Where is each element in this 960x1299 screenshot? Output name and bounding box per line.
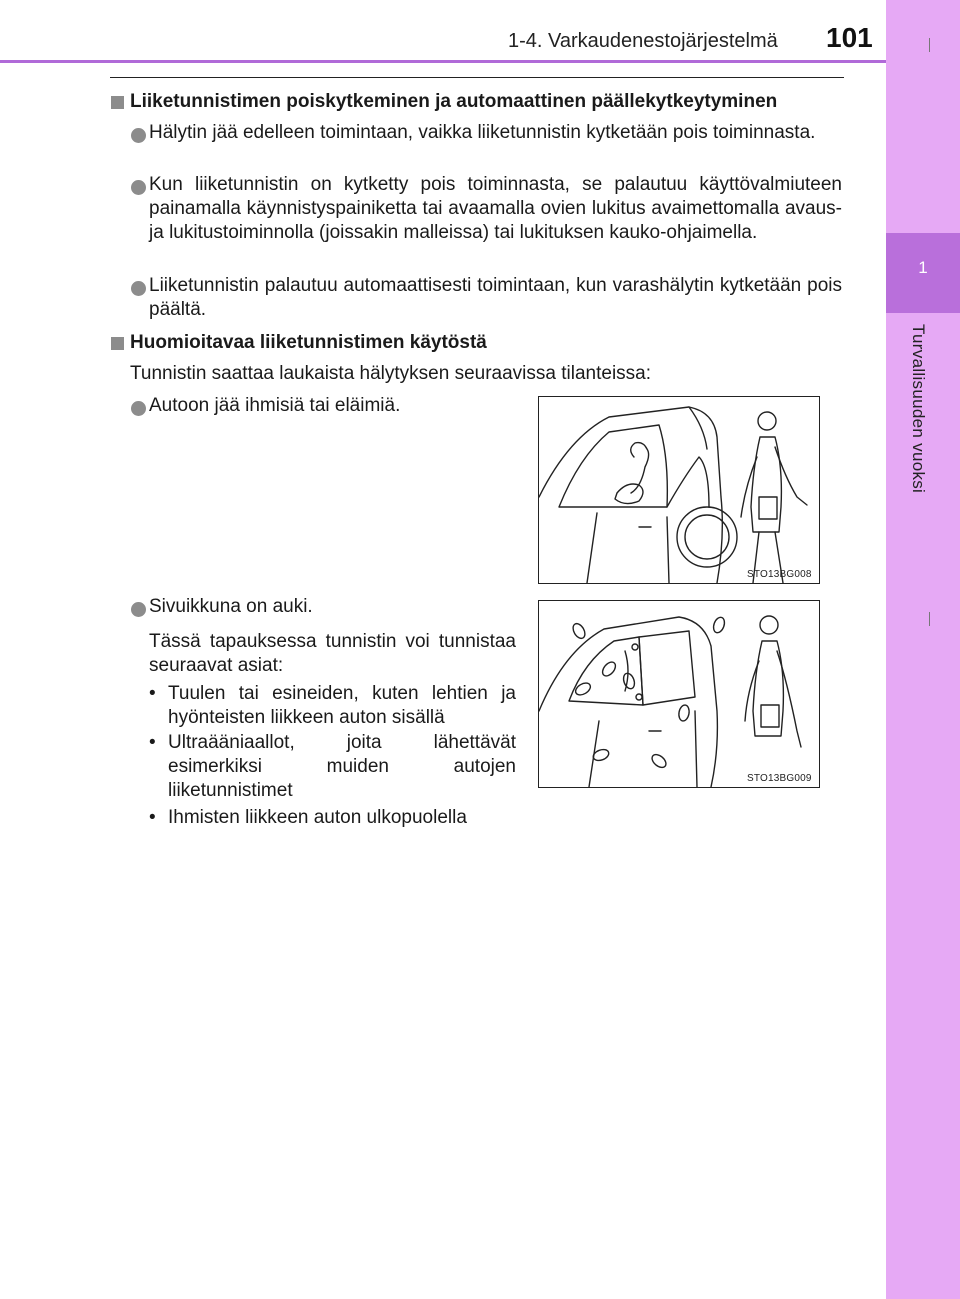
side-tick-mark	[929, 38, 930, 52]
side-tab-label: Turvallisuuden vuoksi	[909, 324, 928, 494]
figure-code: STO13BG009	[747, 773, 812, 784]
paragraph: Kun liiketunnistin on kytketty pois toiminnasta, se palautuu käyttövalmiuteen painamalla käynnistyspainiketta tai avaamalla ovien lukitus avaimettomalla avaus- ja lukitustoiminnolla (joissakin malleissa) tai lukituksen kauko-ohjaimella.	[149, 174, 842, 243]
square-bullet-icon	[111, 96, 124, 109]
side-tick-mark	[929, 612, 930, 626]
round-bullet-icon	[131, 602, 146, 617]
list-bullet: •	[149, 807, 156, 828]
section-rule	[110, 77, 844, 78]
round-bullet-icon	[131, 128, 146, 143]
round-bullet-icon	[131, 281, 146, 296]
paragraph: Hälytin jää edelleen toimintaan, vaikka liiketunnistin kytketään pois toiminnasta.	[149, 122, 816, 143]
illustration-open-window	[538, 600, 820, 788]
list-item: Ultraääniaallot, joita lähettävät esimerkiksi muiden autojen liiketunnistimet	[168, 732, 516, 801]
list-item: Tuulen tai esineiden, kuten lehtien ja hyönteisten liikkeen auton sisällä	[168, 683, 516, 728]
list-bullet: •	[149, 732, 156, 753]
paragraph: Sivuikkuna on auki.	[149, 596, 313, 617]
page-number: 101	[826, 22, 873, 53]
round-bullet-icon	[131, 180, 146, 195]
paragraph: Autoon jää ihmisiä tai eläimiä.	[149, 395, 401, 416]
paragraph: Tässä tapauksessa tunnistin voi tunnistaa seuraavat asiat:	[149, 631, 516, 676]
side-tab	[886, 0, 960, 1299]
section-heading: Liiketunnistimen poiskytkeminen ja automaattinen päällekytkeytyminen	[130, 91, 778, 112]
paragraph: Liiketunnistin palautuu automaattisesti toimintaan, kun varashälytin kytketään pois päältä.	[149, 275, 842, 320]
illustration-dog-in-car	[538, 396, 820, 584]
list-item: Ihmisten liikkeen auton ulkopuolella	[168, 807, 467, 828]
chapter-title: 1-4. Varkaudenestojärjestelmä	[508, 30, 778, 52]
section-heading: Huomioitavaa liiketunnistimen käytöstä	[130, 332, 487, 353]
side-tab-number: 1	[918, 258, 928, 277]
round-bullet-icon	[131, 401, 146, 416]
figure-code: STO13BG008	[747, 569, 812, 580]
list-bullet: •	[149, 683, 156, 704]
header-rule	[0, 60, 886, 63]
square-bullet-icon	[111, 337, 124, 350]
paragraph: Tunnistin saattaa laukaista hälytyksen seuraavissa tilanteissa:	[130, 363, 652, 384]
